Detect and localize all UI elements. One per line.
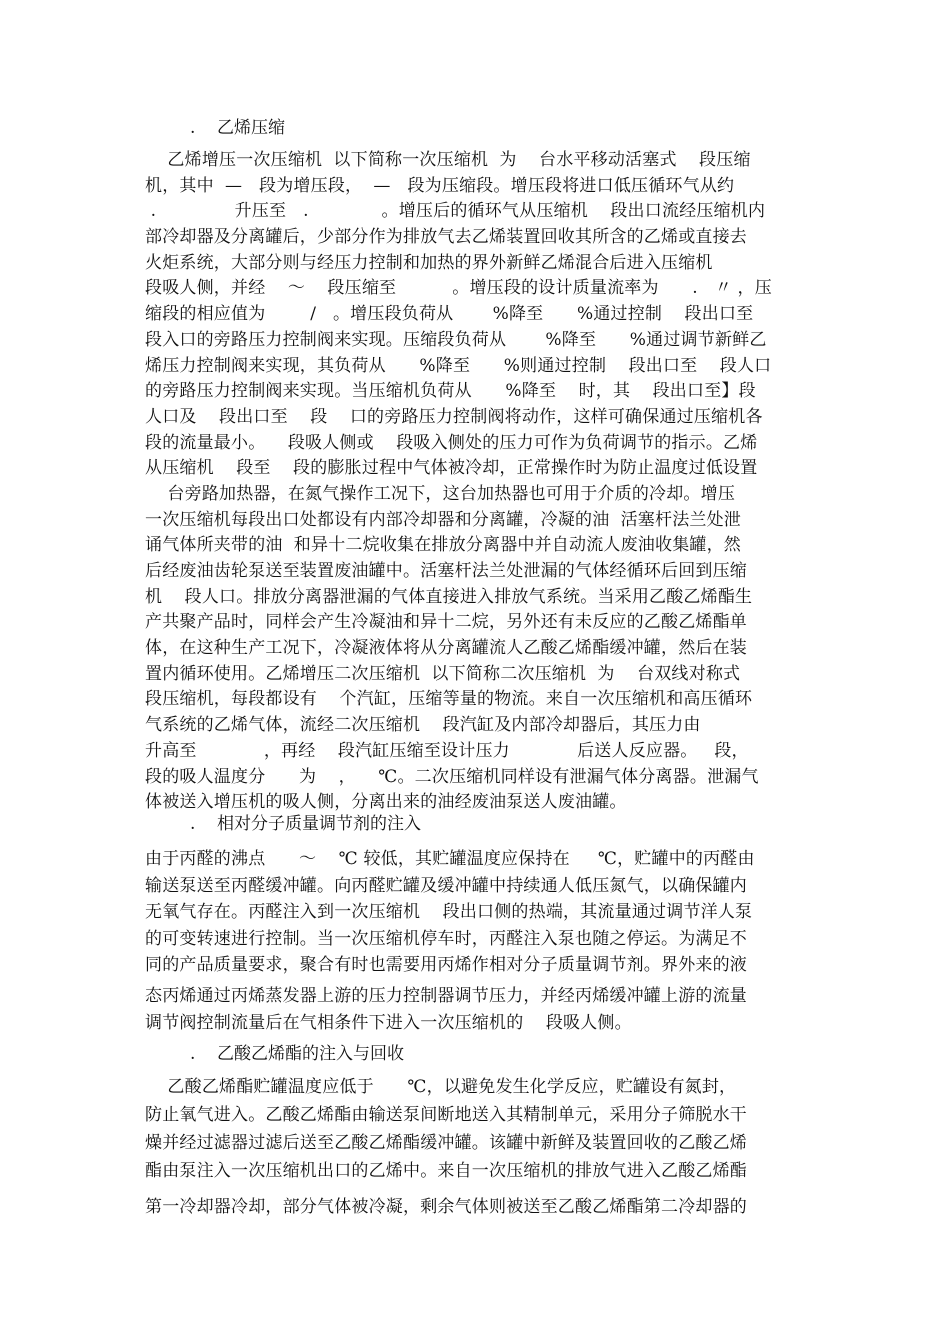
text-line: 火炬系统，大部分则与经压力控制和加热的界外新鲜乙烯混合后进入压缩机 — [145, 252, 713, 273]
paragraph-vinyl-acetate-b — [145, 1194, 825, 1222]
text-line: 同的产品质量要求，聚合有时也需要用丙烯作相对分子质量调节剂。界外来的液 — [145, 955, 747, 975]
text-line: 输送泵送至丙醛缓冲罐。向丙醛贮罐及缓冲罐中持续通人低压氮气，以确保罐内 — [145, 875, 747, 896]
paragraph-ethylene-compression — [145, 147, 825, 815]
text-line: 从压缩机 段至 段的膨胀过程中气体被冷却，正常操作时为防止温度过低设置 — [145, 458, 758, 479]
text-line: 乙酸乙烯酯贮罐温度应低于 ℃，以避免发生化学反应，贮罐设有氮封， — [145, 1077, 737, 1097]
section-heading-ethylene-compression: . 乙烯压缩 — [190, 118, 286, 138]
text-line: 段压缩机，每段都设有 个汽缸，压缩等量的物流。来自一次压缩机和高压循环 — [145, 689, 753, 710]
text-line: 段入口的旁路压力控制阀来实现。压缩段负荷从 %降至 %通过调节新鲜乙 — [145, 329, 767, 350]
text-line: 一次压缩机每段出口处都设有内部冷却器和分离罐，冷凝的油 活塞杆法兰处泄 — [145, 509, 742, 530]
text-line: 态丙烯通过丙烯蒸发器上游的压力控制器调节压力，并经丙烯缓冲罐上游的流量 — [145, 986, 747, 1006]
text-line: 调节阀控制流量后在气相条件下进入一次压缩机的 段吸人侧。 — [145, 1012, 632, 1033]
text-line: 的旁路压力控制阀来实现。当压缩机负荷从 %降至 时，其 段出口至】段 — [145, 381, 756, 402]
text-line: 段吸人侧，并经 ～ 段压缩至 。增压段的设计质量流率为 . 〃 ，压 — [145, 278, 772, 299]
text-line: 第一冷却器冷却，部分气体被冷凝，剩余气体则被送至乙酸乙烯酯第二冷却器的 — [145, 1197, 747, 1217]
text-line: 乙烯增压一次压缩机 以下简称一次压缩机 为 台水平移动活塞式 段压缩 — [145, 150, 751, 170]
text-line: 诵气体所夹带的油 和异十二烷收集在排放分离器中并自动流人废油收集罐，然 — [145, 535, 742, 556]
text-line: 烯压力控制阀来实现，其负荷从 %降至 %则通过控制 段出口至 段人口 — [145, 355, 772, 376]
text-line: 后经废油齿轮泵送至装置废油罐中。活塞杆法兰处泄漏的气体经循环后回到压缩 — [145, 561, 747, 581]
text-line: 段的流量最小。 段吸人侧或 段吸入侧处的压力可作为负荷调节的指示。乙烯 — [145, 432, 758, 453]
section-heading-molecular-weight-regulator: . 相对分子质量调节剂的注入 — [190, 814, 422, 834]
paragraph-regulator-b — [145, 983, 825, 1036]
text-line: 防止氧气进入。乙酸乙烯酯由输送泵间断地送入其精制单元，采用分子筛脱水干 — [145, 1105, 747, 1125]
paragraph-regulator-a — [145, 846, 825, 979]
text-line: 气系统的乙烯气体，流经二次压缩机 段汽缸及内部冷却器后，其压力由 — [145, 715, 701, 736]
text-line: . 升压至 . 。增压后的循环气从压缩机 段出口流经压缩机内 — [145, 201, 766, 222]
text-line: 体被送入增压机的吸人侧，分离出来的油经废油泵送人废油罐。 — [145, 792, 627, 813]
section-heading-vinyl-acetate: . 乙酸乙烯酯的注入与回收 — [190, 1044, 405, 1064]
text-line: 的可变转速进行控制。当一次压缩机停车时，丙醛注入泵也随之停运。为满足不 — [145, 928, 747, 949]
text-line: 段的吸人温度分 为 ， ℃。二次压缩机同样设有泄漏气体分离器。泄漏气 — [145, 766, 759, 787]
text-line: 缩段的相应值为 / 。增压段负荷从 %降至 %通过控制 段出口至 — [145, 304, 754, 325]
text-line: 机，其中 — 段为增压段， — 段为压缩段。增压段将进口低压循环气从约 — [145, 175, 735, 196]
text-line: 由于丙醛的沸点 ～ ℃ 较低，其贮罐温度应保持在 ℃，贮罐中的丙醛由 — [145, 849, 755, 869]
text-line: 机 段人口。排放分离器泄漏的气体直接进入排放气系统。当采用乙酸乙烯酯生 — [145, 586, 753, 607]
text-line: 部冷却器及分离罐后，少部分作为排放气去乙烯装置回收其所含的乙烯或直接去 — [145, 227, 747, 248]
text-line: 酯由泵注入一次压缩机出口的乙烯中。来自一次压缩机的排放气进入乙酸乙烯酯 — [145, 1161, 747, 1181]
text-line: 体，在这种生产工况下，冷凝液体将从分离罐流人乙酸乙烯酯缓冲罐，然后在装 — [145, 638, 747, 659]
text-line: 燥并经过滤器过滤后送至乙酸乙烯酯缓冲罐。该罐中新鲜及装置回收的乙酸乙烯 — [145, 1133, 747, 1153]
text-line: 产共聚产品时，同样会产生冷凝油和异十二烷，另外还有未反应的乙酸乙烯酯单 — [145, 612, 747, 633]
paragraph-vinyl-acetate-a — [145, 1074, 825, 1186]
text-line: 升高至 ，再经 段汽缸压缩至设计压力 后送人反应器。 段， — [145, 740, 749, 761]
text-line: 无氧气存在。丙醛注入到一次压缩机 段出口侧的热端，其流量通过调节洋人泵 — [145, 902, 753, 922]
text-line: 台旁路加热器，在氮气操作工况下，这台加热器也可用于介质的冷却。增压 — [145, 483, 736, 504]
text-line: 置内循环使用。乙烯增压二次压缩机 以下简称二次压缩机 为 台双线对称式 — [145, 663, 741, 684]
text-line: 人口及 段出口至 段 口的旁路压力控制阀将动作，这样可确保通过压缩机各 — [145, 406, 763, 427]
